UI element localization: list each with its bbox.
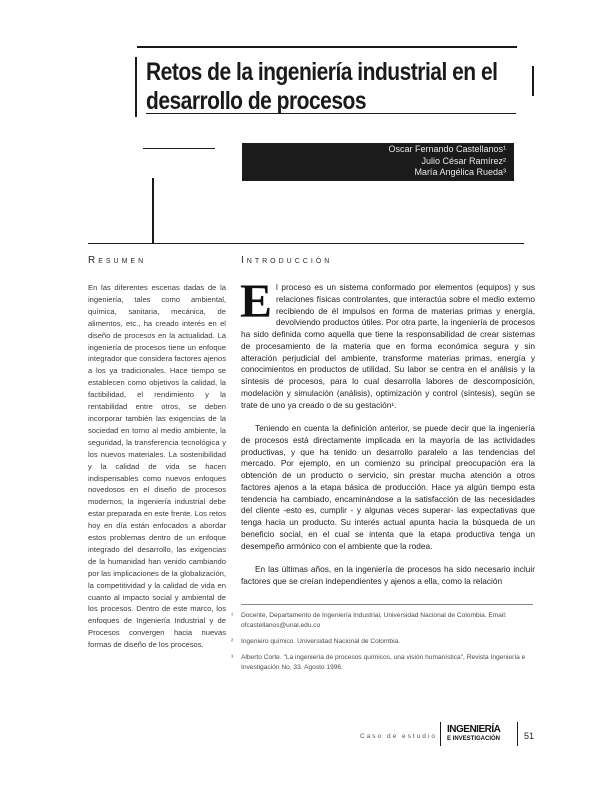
authors-left-rule <box>143 148 215 149</box>
footer-divider <box>440 722 441 746</box>
title-line-1: Retos de la ingeniería industrial en el <box>146 58 498 86</box>
footnote: ³ Alberto Corte. "La ingeniería de procesos químicos, una visión humanística", Revista Ingeniería e Investigación No. 33. Agosto 1996. <box>231 654 526 671</box>
author-name: Julio César Ramírez² <box>421 155 506 166</box>
body-paragraph: En las últimas años, en la ingeniería de procesos ha sido necesario incluir factores que se creían independientes y ajenos a ella, como la relación <box>241 564 535 586</box>
introduction-body <box>240 275 535 599</box>
footer-section-label: Caso de estudio <box>360 733 437 740</box>
introduction-heading: Introducción <box>241 255 333 266</box>
author-block <box>242 143 514 181</box>
body-paragraph: El proceso es un sistema conformado por elementos (equipos) y sus relaciones físicas controlantes, que interactúa sobre el medio externo recibiendo de él impulsos en forma de materias primas y energía, devolviendo productos útiles. Por otra parte, la ingeniería de procesos ha sido definida como aquella que tiene la responsabilidad de crear sistemas de procesamiento de la materia que en forma económica segura y sin alteración perjudicial del ambiente, transforme materias primas, energía y conocimientos en productos de utilidad. Su labor se centra en el análisis y la síntesis de procesos, para lo cual desarrolla labores de descomposición, modelación y simulación (análisis), optimización y control (síntesis), según se trate de uno ya creado o de su gestación¹. <box>240 275 535 410</box>
author-name: María Angélica Rueda³ <box>414 167 506 177</box>
footnote: ¹ Docente, Departamento de Ingeniería Industrial, Universidad Nacional de Colombia. Email: ofcastellanos@unal.edu.co <box>231 612 507 629</box>
drop-cap: E <box>240 275 273 328</box>
footnote-divider <box>241 604 533 605</box>
journal-logo: INGENIERÍA E INVESTIGACIÓN <box>447 724 501 742</box>
sections-top-rule <box>88 243 524 244</box>
footer-divider-right <box>517 722 518 746</box>
title-line-2: desarrollo de procesos <box>146 87 367 115</box>
body-paragraph: Teniendo en cuenta la definición anterior, se puede decir que la ingeniería de procesos está directamente implicada en la mayoría de las actividades productivas, y que ha tenido un desarrollo paralelo a las tendencias del mercado. Por ejemplo, en un comienzo su principal preocupación era la obtención de un producto o servicio, sin prestar mucha atención a otros factores ajenos a la etapa básica de producción. Hace ya algún tiempo esta tendencia ha cambiado, encaminándose a la satisfacción de las necesidades del cliente -esto es, cumplir - y algunas veces superar- las expectativas que tenga hacia un producto. Su interés actual apunta hacia la búsqueda de un beneficio social, en el cual se intenta que la etapa productiva tenga un desempeño armónico con el ambiente que la rodea. <box>241 423 535 551</box>
vertical-divider <box>152 178 154 244</box>
title-right-bar <box>532 66 534 96</box>
author-name: Oscar Fernando Castellanos¹ <box>388 144 506 154</box>
abstract-heading: Resumen <box>88 255 147 266</box>
article-title <box>146 58 498 116</box>
title-top-rule <box>137 46 517 48</box>
title-left-bar <box>135 57 137 117</box>
abstract-text: En las diferentes escenas dadas de la ingeniería, tales como ambiental, química, sanitaria, mecánica, de alimentos, etc., ha creado interés en el diseño de procesos en la actualidad. La ingeniería de procesos tiene un enfoque integrador que considera factores ajenos a los ya tradicionales. Hace tiempo se establecen como objetivos la calidad, la factibilidad, el rendimiento y la rentabilidad entre otros, se deben incorporar también las exigencias de la sociedad en torno al medio ambiente, la seguridad, la transferencia tecnológica y los nuevos materiales. La sostenibilidad y la calidad de vida se hacen indispensables como nuevos enfoques novedosos en el diseño de procesos modernos, la ingeniería industrial debe estar preparada en este frente. Los retos hoy en día están enfocados a abordar estos problemas dentro de un enfoque integrado del desarrollo, las exigencias de la humanidad han venido cambiando por las implicaciones de la globalización, la competitividad y la calidad de vida en cuanto al impacto social y ambiental de los procesos. Dentro de este marco, los enfoques de Ingeniería Industrial y de Procesos convergen hacia nuevas formas de diseño de los procesos. <box>88 283 226 650</box>
footnote: ² Ingeniero químico. Universidad Nacional de Colombia. <box>231 638 401 645</box>
page-number: 51 <box>524 731 535 741</box>
